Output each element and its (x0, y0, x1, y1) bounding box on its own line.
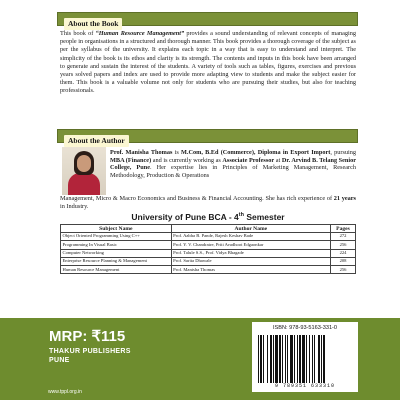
semester-title-sup: th (238, 212, 244, 219)
author-text-part: and is currently working as (151, 156, 223, 164)
publisher-name: THAKUR PUBLISHERS (49, 348, 131, 355)
about-author-heading-bar (57, 129, 358, 143)
table-row (61, 266, 356, 274)
barcode-number: 9 789351 633310 (274, 383, 335, 389)
cell-pages: 256 (331, 266, 356, 274)
cell-pages: 272 (331, 233, 356, 241)
semester-title-end: Semester (243, 212, 285, 222)
author-name: Prof. Manisha Thomas (110, 149, 173, 156)
table-row (61, 257, 356, 265)
table-header-row (61, 225, 356, 233)
cell-author: Prof. Sarita Dhawale (171, 257, 330, 265)
isbn-label: ISBN: 978-93-5163-331-0 (272, 325, 338, 331)
col-header-pages: Pages (331, 225, 356, 233)
cell-subject: Computer Networking (61, 249, 172, 257)
about-book-text (60, 30, 356, 96)
table-row (61, 233, 356, 241)
col-header-subject: Subject Name (61, 225, 172, 233)
cell-subject: Enterprise Resource Planning & Management (61, 257, 172, 265)
subjects-table (60, 224, 356, 274)
author-text-part: in Industry. (60, 202, 89, 210)
author-text-part: Management, Micro & Macro Economics and Business & Financial Accounting. She has rich experience of (60, 195, 334, 202)
table-row (61, 249, 356, 257)
cell-pages: 256 (331, 241, 356, 249)
barcode-icon (258, 335, 352, 383)
table-row (61, 241, 356, 249)
cell-author: Prof. Y. V. Chandratre, Priti Avadhoot Edgaonkar (171, 241, 330, 249)
author-pursuing: MBA (Finance) (110, 156, 152, 164)
cell-author: Prof. Talule S.S., Prof. Vidya Bhagade (171, 249, 330, 257)
about-author-text (110, 149, 356, 179)
author-college: Dr. Arvind B. Telang Senior College, Pune (110, 156, 356, 172)
author-experience: 21 years (333, 195, 356, 202)
about-book-body: provides a sound understanding of relevant concepts of managing people in organisations in a structured and thorough manner. This book provides a thorough coverage of the subject as per the syllabus of the university. It explains each topic in a way that is easy to understand and interpret. The simplicity of the book is its ethos and clarity is its strength. The contents and inputs in this book have been arranged to generate and sustain the interest of the students. A variety of tools such as tables, figures, exercises and previous years solved papers and index are used to provide more adapting view to students and make the subject easier for them. This book is a valuable volume not only for students who are pursuing their studies, but also for teaching professionals. (60, 30, 356, 95)
cell-author: Prof. Manisha Thomas (171, 266, 330, 274)
about-book-heading: About the Book (64, 18, 122, 30)
author-text-part: is (172, 149, 182, 156)
about-book-heading-bar (57, 12, 358, 26)
author-photo (62, 147, 106, 195)
publisher-city: PUNE (49, 357, 70, 364)
author-text-part: , pursuing (330, 149, 357, 156)
book-title-emphasis: “Human Resource Management” (95, 30, 185, 37)
cell-subject: Object Oriented Programming Using C++ (61, 233, 172, 241)
about-book-intro: This book of (60, 30, 96, 37)
cell-author: Prof. Aabha B. Pande, Rajesh Keshav Bade (171, 233, 330, 241)
author-position: Associate Professor (222, 156, 275, 164)
cell-subject: Human Resource Management (61, 266, 172, 274)
cell-pages: 208 (331, 257, 356, 265)
semester-title (60, 212, 356, 222)
author-text-part: . Her expertise lies in Principles of Marketing Management, Research Methodology, Production & Operations (110, 164, 356, 179)
col-header-author: Author Name (171, 225, 330, 233)
barcode-panel (252, 322, 358, 392)
semester-title-main: University of Pune BCA - 4 (131, 212, 239, 222)
about-author-heading: About the Author (64, 135, 129, 147)
author-text-part: at (274, 156, 282, 164)
author-qualifications: M.Com, B.Ed (Commerce), Diploma in Export Import (181, 149, 331, 156)
price-label: MRP: ₹115 (49, 328, 126, 345)
cell-subject: Programming In Visual Basic (61, 241, 172, 249)
about-author-text-continued (60, 195, 356, 210)
cell-pages: 224 (331, 249, 356, 257)
publisher-website: www.tppl.org.in (48, 389, 82, 395)
